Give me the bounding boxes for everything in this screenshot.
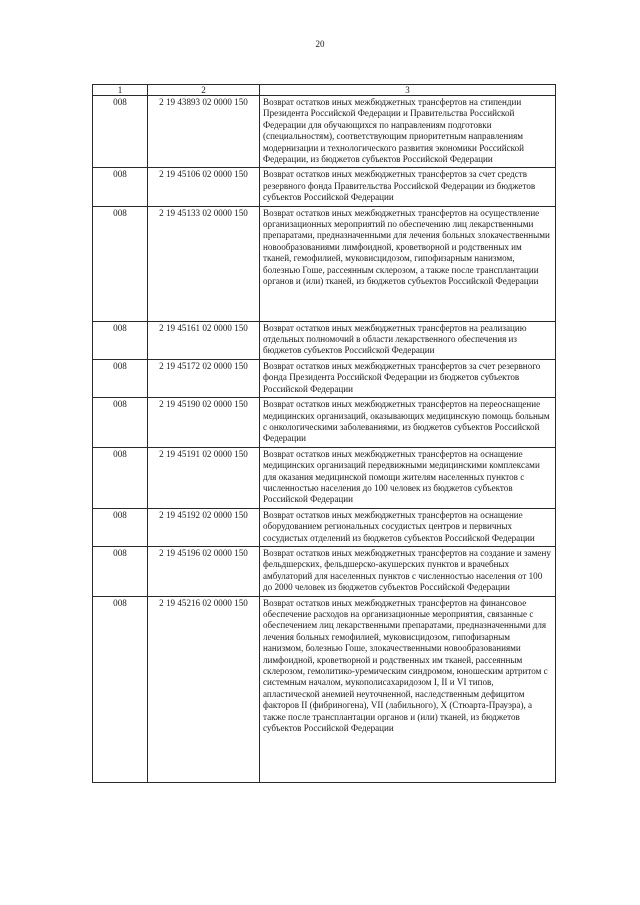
revenue-code: 2 19 45106 02 0000 150	[148, 168, 260, 206]
revenue-code: 2 19 45196 02 0000 150	[148, 546, 260, 596]
revenue-code: 2 19 45191 02 0000 150	[148, 447, 260, 508]
administrator-code: 008	[93, 508, 148, 546]
revenue-code: 2 19 45190 02 0000 150	[148, 398, 260, 448]
administrator-code: 008	[93, 206, 148, 321]
column-header-2: 2	[148, 85, 260, 96]
table-row	[93, 447, 556, 508]
revenue-description: Возврат остатков иных межбюджетных трансфертов на переоснащение медицинских организаций, оказывающих медицинскую помощь больным с онкологическими заболеваниями, из бюджетов субъектов Российской Федерации	[260, 398, 556, 448]
revenue-code: 2 19 45172 02 0000 150	[148, 359, 260, 397]
table-row	[93, 596, 556, 782]
revenue-code: 2 19 45133 02 0000 150	[148, 206, 260, 321]
revenue-description: Возврат остатков иных межбюджетных трансфертов на финансовое обеспечение расходов на организационные мероприятия, связанные с обеспечением лиц лекарственными препаратами, предназначенными для лечения больных гемофилией, муковисцидозом, гипофизарным нанизмом, болезнью Гоше, злокачественными новообразованиями лимфоидной, кроветворной и родственных им тканей, рассеянным склерозом, гемолитико-уремическим синдромом, юношеским артритом с системным началом, мукополисахаридозом I, II и VI типов, апластической анемией неуточненной, наследственным дефицитом факторов II (фибриногена), VII (лабильного), X (Стюарта-Прауэра), а также после трансплантации органов и (или) тканей, из бюджетов субъектов Российской Федерации	[260, 596, 556, 782]
administrator-code: 008	[93, 398, 148, 448]
revenue-description: Возврат остатков иных межбюджетных трансфертов на создание и замену фельдшерских, фельдшерско-акушерских пунктов и врачебных амбулаторий для населенных пунктов с численностью населения от 100 до 2000 человек из бюджетов субъектов Российской Федерации	[260, 546, 556, 596]
column-header-3: 3	[260, 85, 556, 96]
revenue-code: 2 19 45192 02 0000 150	[148, 508, 260, 546]
revenue-description: Возврат остатков иных межбюджетных трансфертов за счет резервного фонда Президента Российской Федерации из бюджетов субъектов Российской Федерации	[260, 359, 556, 397]
revenue-description: Возврат остатков иных межбюджетных трансфертов на оснащение оборудованием региональных сосудистых центров и первичных сосудистых отделений из бюджетов субъектов Российской Федерации	[260, 508, 556, 546]
table-row	[93, 96, 556, 168]
administrator-code: 008	[93, 359, 148, 397]
revenue-description: Возврат остатков иных межбюджетных трансфертов за счет средств резервного фонда Правительства Российской Федерации из бюджетов субъектов Российской Федерации	[260, 168, 556, 206]
administrator-code: 008	[93, 447, 148, 508]
table-row	[93, 508, 556, 546]
page-number: 20	[315, 39, 325, 49]
administrator-code: 008	[93, 321, 148, 359]
revenue-description: Возврат остатков иных межбюджетных трансфертов на оснащение медицинских организаций передвижными медицинскими комплексами для оказания медицинской помощи жителям населенных пунктов с численностью населения до 100 человек из бюджетов субъектов Российской Федерации	[260, 447, 556, 508]
administrator-code: 008	[93, 546, 148, 596]
table-row	[93, 168, 556, 206]
revenue-description: Возврат остатков иных межбюджетных трансфертов на стипендии Президента Российской Федерации и Правительства Российской Федерации для обучающихся по направлениям подготовки (специальностям), соответствующим приоритетным направлениям модернизации и технологического развития экономики Российской Федерации, из бюджетов субъектов Российской Федерации	[260, 96, 556, 168]
table-row	[93, 398, 556, 448]
column-header-1: 1	[93, 85, 148, 96]
revenue-code: 2 19 43893 02 0000 150	[148, 96, 260, 168]
budget-codes-table	[92, 84, 556, 783]
revenue-description: Возврат остатков иных межбюджетных трансфертов на реализацию отдельных полномочий в области лекарственного обеспечения из бюджетов субъектов Российской Федерации	[260, 321, 556, 359]
administrator-code: 008	[93, 96, 148, 168]
administrator-code: 008	[93, 168, 148, 206]
administrator-code: 008	[93, 596, 148, 782]
table-row	[93, 546, 556, 596]
revenue-description: Возврат остатков иных межбюджетных трансфертов на осуществление организационных мероприятий по обеспечению лиц лекарственными препаратами, предназначенными для лечения больных злокачественными новообразованиями лимфоидной, кроветворной и родственных им тканей, гемофилией, муковисцидозом, гипофизарным нанизмом, болезнью Гоше, рассеянным склерозом, а также после трансплантации органов и (или) тканей, из бюджетов субъектов Российской Федерации	[260, 206, 556, 321]
table-header-row	[93, 85, 556, 96]
table-row	[93, 359, 556, 397]
table-row	[93, 321, 556, 359]
revenue-code: 2 19 45216 02 0000 150	[148, 596, 260, 782]
table-row	[93, 206, 556, 321]
revenue-code: 2 19 45161 02 0000 150	[148, 321, 260, 359]
